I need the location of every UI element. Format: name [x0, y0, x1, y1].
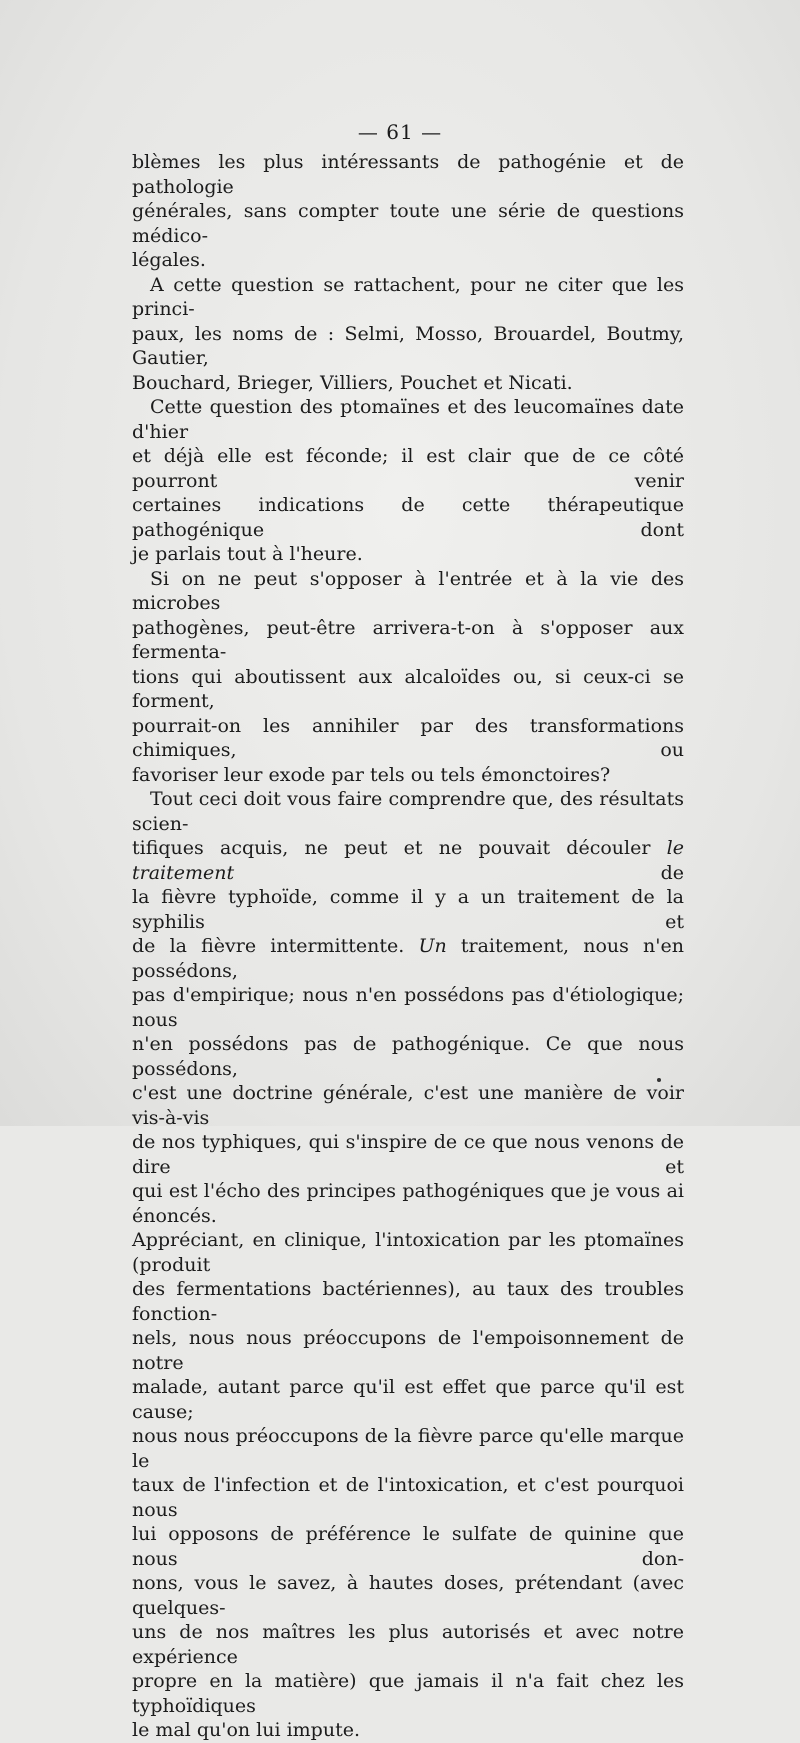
text-line: n'en possédons pas de pathogénique. Ce que nous possédons, [132, 1033, 684, 1080]
text-line: et déjà elle est féconde; il est clair que de ce côté pourront venir [132, 445, 684, 492]
text-line: c'est une doctrine générale, c'est une manière de voir vis-à-vis [132, 1082, 684, 1129]
body-text [132, 150, 684, 1743]
text-line [132, 934, 684, 983]
text-segment: tifiques acquis, ne peut et ne pouvait découler [132, 837, 667, 859]
text-line: favoriser leur exode par tels ou tels émonctoires? [132, 763, 611, 786]
text-line: blèmes les plus intéressants de pathogénie et de pathologie [132, 151, 684, 198]
text-line: qui est l'écho des principes pathogéniques que je vous ai énoncés. [132, 1180, 684, 1227]
text-line: uns de nos maîtres les plus autorisés et avec notre expérience [132, 1621, 684, 1668]
text-line: Cette question des ptomaïnes et des leucomaïnes date d'hier [132, 396, 684, 443]
text-line: Si on ne peut s'opposer à l'entrée et à la vie des microbes [132, 567, 684, 614]
text-line: des fermentations bactériennes), au taux des troubles fonction- [132, 1278, 684, 1325]
text-line: tions qui aboutissent aux alcaloïdes ou, si ceux-ci se forment, [132, 665, 684, 712]
text-line: je parlais tout à l'heure. [132, 543, 363, 565]
page-number: — 61 — [357, 120, 443, 144]
text-line: taux de l'infection et de l'intoxication, et c'est pourquoi nous [132, 1474, 684, 1521]
text-line: A cette question se rattachent, pour ne citer que les princi- [132, 273, 684, 320]
text-line: malade, autant parce qu'il est effet que parce qu'il est cause; [132, 1376, 684, 1423]
italic-segment: Un [418, 935, 447, 957]
ink-speck [657, 1078, 661, 1082]
text-line: nels, nous nous préoccupons de l'empoisonnement de notre [132, 1327, 684, 1374]
text-line: certaines indications de cette thérapeutique pathogénique dont [132, 494, 684, 541]
text-line [132, 836, 684, 885]
text-line: nous nous préoccupons de la fièvre parce qu'elle marque le [132, 1425, 684, 1472]
text-line: le mal qu'on lui impute. [132, 1719, 360, 1741]
text-line: lui opposons de préférence le sulfate de quinine que nous don- [132, 1523, 684, 1570]
text-segment: de la fièvre intermittente. [132, 935, 419, 957]
text-line: pas d'empirique; nous n'en possédons pas d'étiologique; nous [132, 984, 684, 1031]
text-line: paux, les noms de : Selmi, Mosso, Brouardel, Boutmy, Gautier, [132, 322, 684, 369]
text-line: la fièvre typhoïde, comme il y a un traitement de la syphilis et [132, 886, 684, 933]
text-line: Bouchard, Brieger, Villiers, Pouchet et Nicati. [132, 371, 573, 394]
text-line: Tout ceci doit vous faire comprendre que, des résultats scien- [132, 788, 684, 835]
italic-segment: le traitement [132, 837, 684, 884]
text-line: de nos typhiques, qui s'inspire de ce que nous venons de dire et [132, 1131, 684, 1178]
text-line: propre en la matière) que jamais il n'a fait chez les typhoïdiques [132, 1670, 684, 1717]
text-line: Appréciant, en clinique, l'intoxication par les ptomaïnes (produit [132, 1229, 684, 1276]
text-line: nons, vous le savez, à hautes doses, prétendant (avec quelques- [132, 1572, 684, 1619]
text-segment: de [234, 861, 684, 884]
text-line: légales. [132, 249, 206, 271]
text-segment: traitement, nous n'en possédons, [132, 935, 684, 982]
text-line: pathogènes, peut-être arrivera-t-on à s'opposer aux fermenta- [132, 616, 684, 663]
text-line: pourrait-on les annihiler par des transformations chimiques, ou [132, 714, 684, 761]
text-line: générales, sans compter toute une série de questions médico- [132, 200, 684, 247]
